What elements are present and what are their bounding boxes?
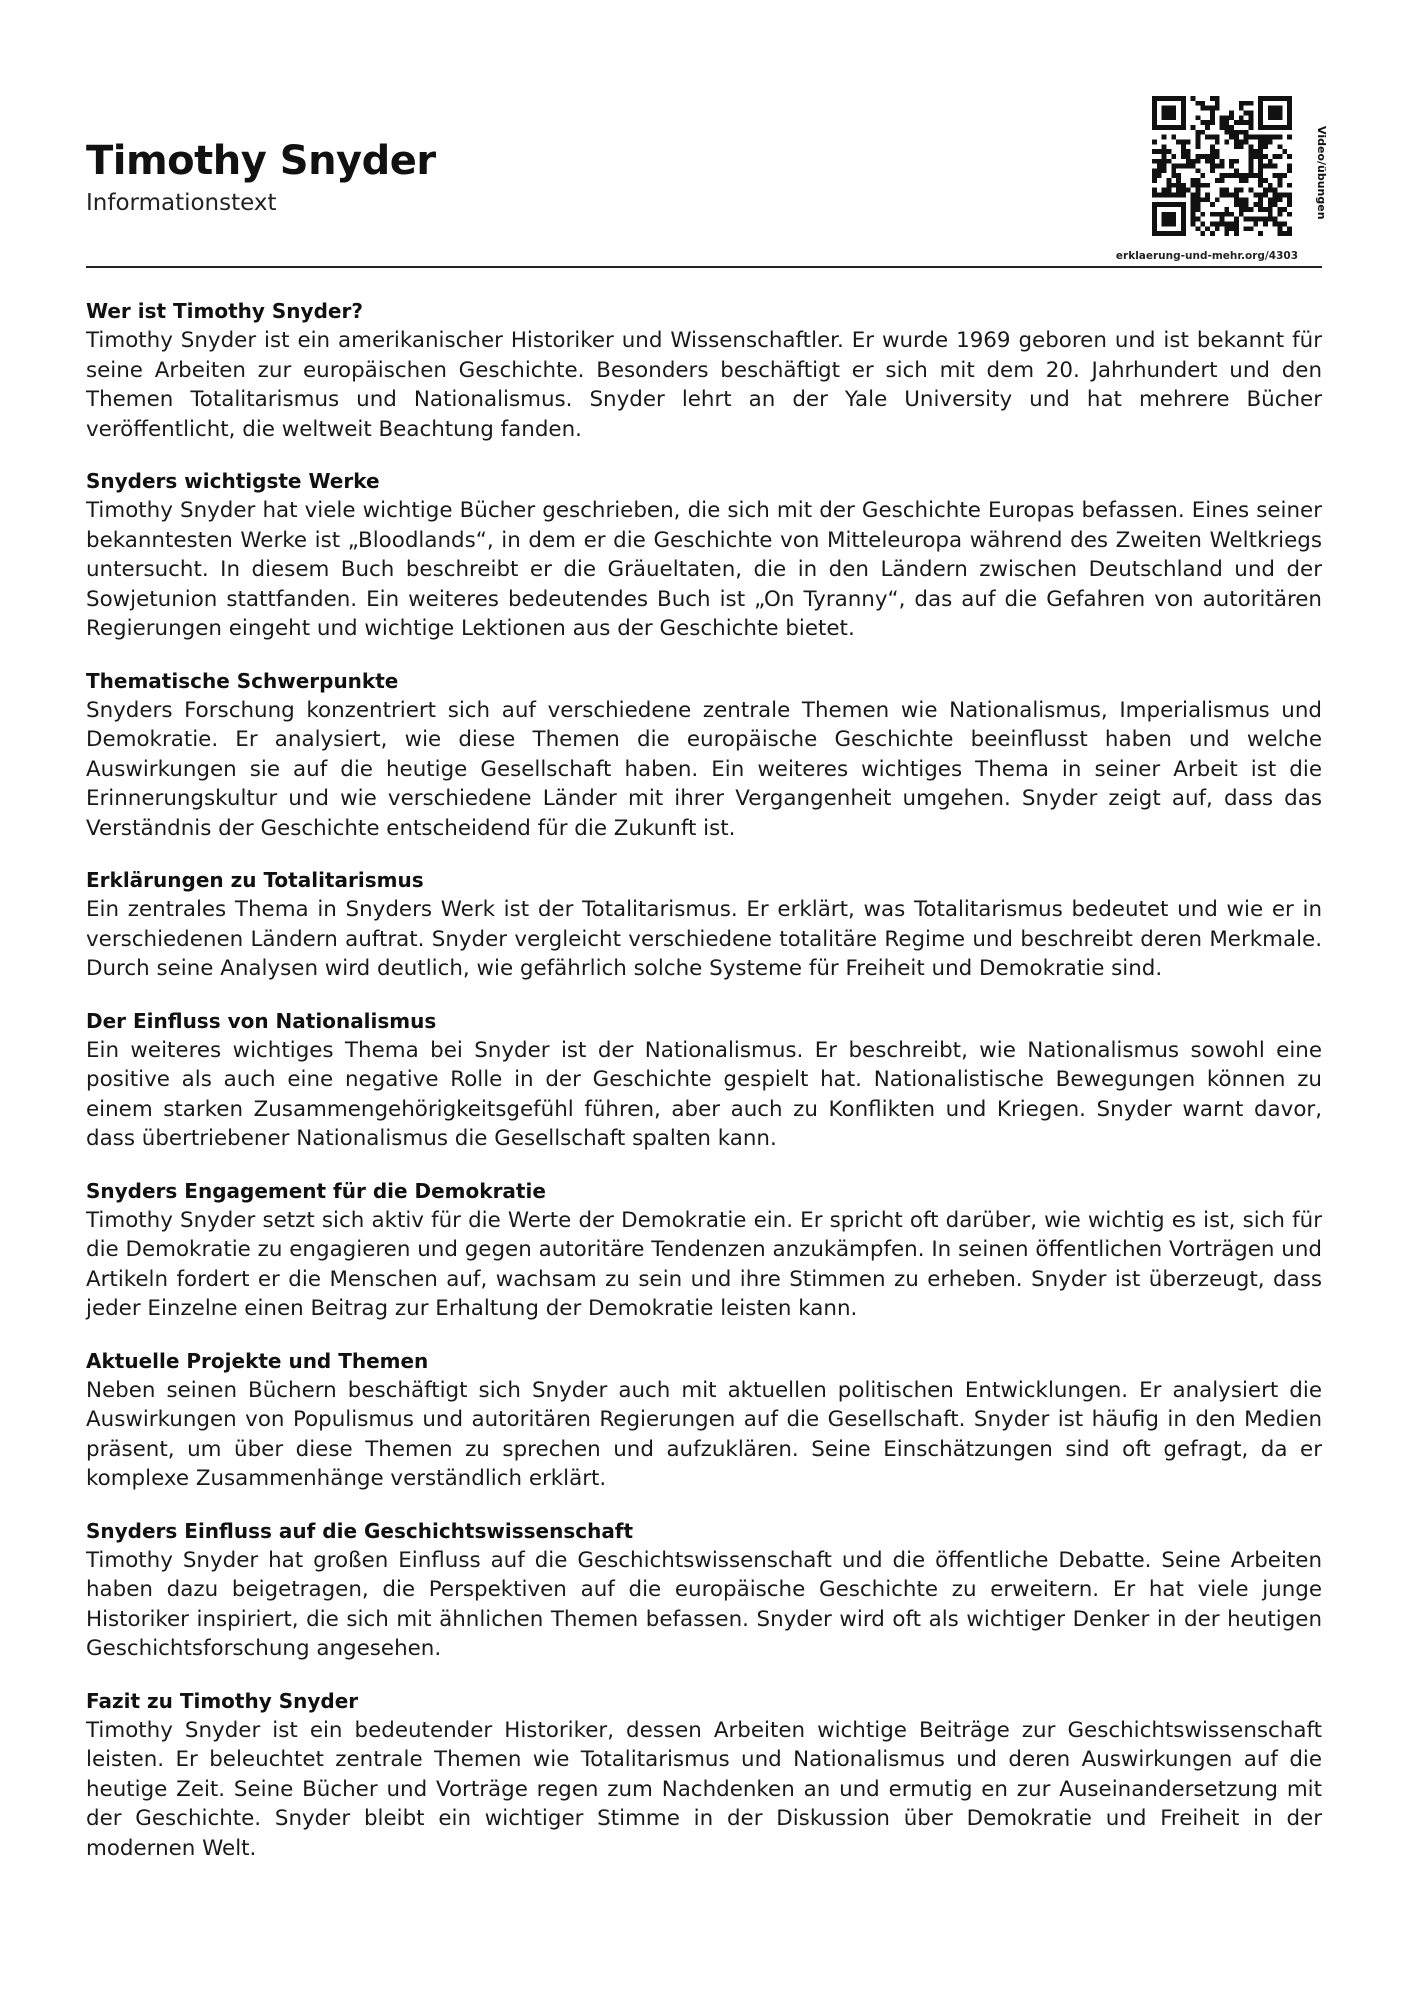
section-text: Timothy Snyder ist ein bedeutender Historiker, dessen Arbeiten wichtige Beiträge zur Geschichtswissenschaft leisten. Er beleuchtet zentrale Themen wie Totalitarismus und Nationalismus und deren Auswirkungen auf die heutige Zeit. Seine Bücher und Vorträge regen zum Nachdenken an und ermutig en zur Auseinandersetzung mit der Geschichte. Snyder bleibt ein wichtiger Stimme in der Diskussion über Demokratie und Freiheit in der modernen Welt. — [86, 1717, 1322, 1861]
section-democracy-engagement — [86, 1176, 1322, 1324]
section-current-projects — [86, 1346, 1322, 1494]
section-heading: Snyders Engagement für die Demokratie — [86, 1178, 546, 1203]
section-text: Timothy Snyder hat großen Einfluss auf die Geschichtswissenschaft und die öffentliche Debatte. Seine Arbeiten haben dazu beigetragen, die Perspektiven auf die europäische Geschichte zu erweitern. Er hat viele junge Historiker inspiriert, die sich mit ähnlichen Themen befassen. Snyder wird oft als wichtiger Denker in der heutigen Geschichtsforschung angesehen. — [86, 1547, 1322, 1661]
worksheet-page — [86, 0, 1328, 2000]
article-body — [86, 296, 1322, 1885]
section-conclusion — [86, 1686, 1322, 1864]
qr-code-icon[interactable] — [1152, 96, 1292, 236]
section-heading: Erklärungen zu Totalitarismus — [86, 868, 424, 892]
section-heading: Der Einfluss von Nationalismus — [86, 1008, 437, 1033]
section-heading: Snyders wichtigste Werke — [86, 469, 380, 493]
section-text: Timothy Snyder setzt sich aktiv für die Werte der Demokratie ein. Er spricht oft darüber, wie wichtig es ist, sich für die Demokratie zu engagieren und gegen autoritäre Tendenzen anzukämpfen. In seinen öffentlichen Vorträgen und Artikeln fordert er die Menschen auf, wachsam zu sein und ihre Stimmen zu erheben. Snyder ist überzeugt, dass jeder Einzelne einen Beitrag zur Erhaltung der Demokratie leisten kann. — [86, 1207, 1322, 1321]
page-subtitle: Informationstext — [86, 190, 277, 216]
section-heading: Fazit zu Timothy Snyder — [86, 1688, 359, 1713]
section-influence-history — [86, 1516, 1322, 1664]
section-heading: Snyders Einfluss auf die Geschichtswissenschaft — [86, 1518, 634, 1543]
section-who-is-snyder — [86, 296, 1322, 444]
section-totalitarianism — [86, 865, 1322, 984]
page-header — [86, 96, 1328, 268]
section-text: Timothy Snyder hat viele wichtige Bücher geschrieben, die sich mit der Geschichte Europas befassen. Eines seiner bekanntesten Werke ist „Bloodlands“, in dem er die Geschichte von Mitteleuropa während des Zweiten Weltkriegs untersucht. In diesem Buch beschreibt er die Gräueltaten, die in den Ländern zwischen Deutschland und der Sowjetunion stattfanden. Ein weiteres bedeutendes Buch ist „On Tyranny“, das auf die Gefahren von autoritären Regierungen eingeht und wichtige Lektionen aus der Geschichte bietet. — [86, 498, 1322, 641]
section-nationalism — [86, 1006, 1322, 1154]
section-text: Ein zentrales Thema in Snyders Werk ist der Totalitarismus. Er erklärt, was Totalitarismus bedeutet und wie er in verschiedenen Ländern auftrat. Snyder vergleicht verschiedene totalitäre Regime und beschreibt deren Merkmale. Durch seine Analysen wird deutlich, wie gefährlich solche Systeme für Freiheit und Demokratie sind. — [86, 897, 1322, 981]
source-url-link[interactable]: erklaerung-und-mehr.org/4303 — [1115, 250, 1298, 262]
video-exercises-label — [1314, 126, 1332, 236]
section-text: Neben seinen Büchern beschäftigt sich Snyder auch mit aktuellen politischen Entwicklungen. Er analysiert die Auswirkungen von Populismus und autoritären Regierungen auf die Gesellschaft. Snyder ist häufig in den Medien präsent, um über diese Themen zu sprechen und aufzuklären. Seine Einschätzungen sind oft gefragt, da er komplexe Zusammenhänge verständlich erklärt. — [86, 1377, 1322, 1491]
section-heading: Aktuelle Projekte und Themen — [86, 1348, 429, 1373]
section-text: Ein weiteres wichtiges Thema bei Snyder ist der Nationalismus. Er beschreibt, wie Nationalismus sowohl eine positive als auch eine negative Rolle in der Geschichte gespielt hat. Nationalistische Bewegungen können zu einem starken Zusammengehörigkeitsgefühl führen, aber auch zu Konflikten und Kriegen. Snyder warnt davor, dass übertriebener Nationalismus die Gesellschaft spalten kann. — [86, 1037, 1322, 1151]
section-focus-topics — [86, 666, 1322, 844]
header-divider — [86, 266, 1322, 268]
section-heading: Thematische Schwerpunkte — [86, 668, 399, 693]
section-heading: Wer ist Timothy Snyder? — [86, 299, 363, 323]
section-text: Timothy Snyder ist ein amerikanischer Historiker und Wissenschaftler. Er wurde 1969 geboren und ist bekannt für seine Arbeiten zur europäischen Geschichte. Besonders beschäftigt er sich mit dem 20. Jahrhundert und den Themen Totalitarismus und Nationalismus. Snyder lehrt an der Yale University und hat mehrere Bücher veröffentlicht, die weltweit Beachtung fanden. — [86, 328, 1322, 442]
page-title: Timothy Snyder — [86, 138, 436, 184]
qr-code-graphic — [1152, 96, 1292, 236]
section-main-works — [86, 466, 1322, 644]
video-exercises-text: Video/übungen — [1315, 126, 1328, 220]
section-text: Snyders Forschung konzentriert sich auf verschiedene zentrale Themen wie Nationalismus, Imperialismus und Demokratie. Er analysiert, wie diese Themen die europäische Geschichte beeinflusst haben und welche Auswirkungen sie auf die heutige Gesellschaft haben. Ein weiteres wichtiges Thema in seiner Arbeit ist die Erinnerungskultur und wie verschiedene Länder mit ihrer Vergangenheit umgehen. Snyder zeigt auf, dass das Verständnis der Geschichte entscheidend für die Zukunft ist. — [86, 697, 1322, 841]
